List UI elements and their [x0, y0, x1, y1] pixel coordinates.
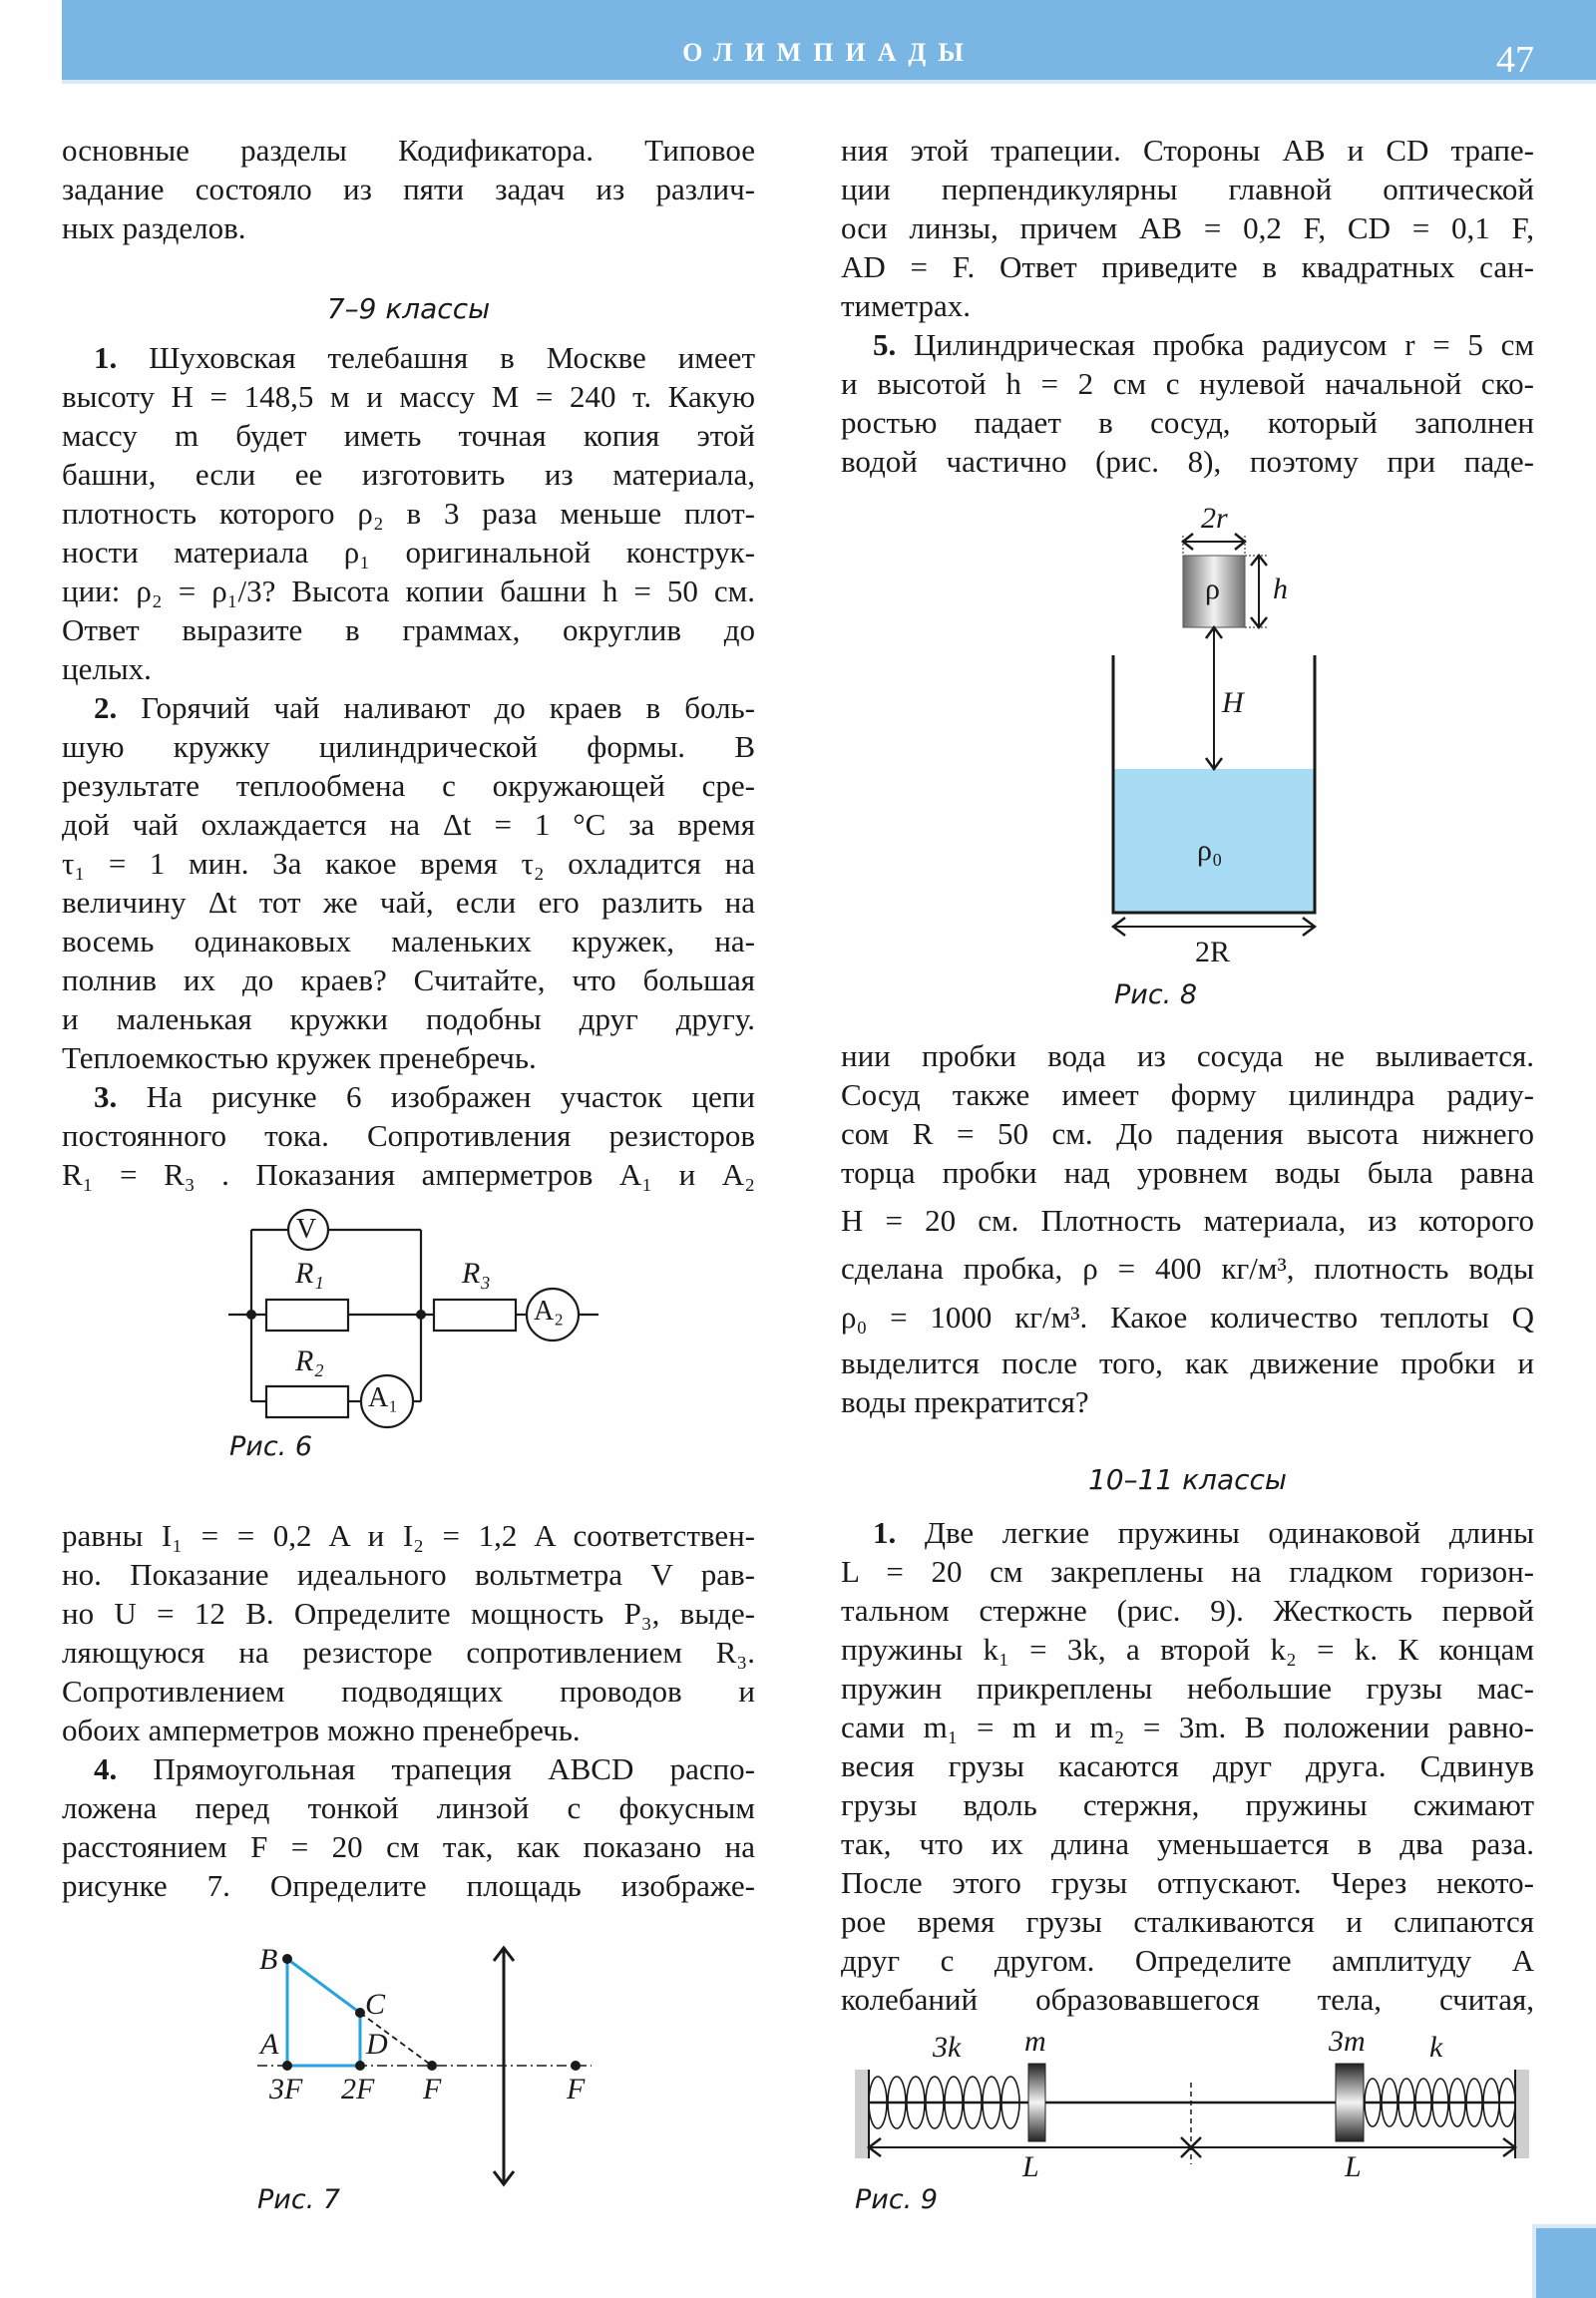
- problem-2-line: Теплоемкостью кружек пренебречь.: [62, 1040, 537, 1075]
- h-label: h: [1273, 573, 1288, 605]
- problem-number: 3.: [94, 1079, 118, 1114]
- problem-4-line: 4. Прямоугольная трапеция ABCD распо-: [94, 1751, 755, 1786]
- problem-1-line: целых.: [62, 651, 152, 686]
- section-title-10-11: 10–11 классы: [1087, 1463, 1288, 1496]
- problem-2-line: 2. Горячий чай наливают до краев в боль-: [94, 690, 755, 725]
- rho-label: ρ: [1205, 573, 1220, 605]
- problem-number: 4.: [94, 1751, 118, 1786]
- problem-2-line: величину Δt тот же чай, если его разлить на: [62, 885, 755, 920]
- spring-3k-label: 3k: [933, 2031, 962, 2064]
- ammeter-a2-label: A₂: [534, 1296, 564, 1327]
- problem-3-line: но. Показание идеального вольтметра V рав-: [62, 1557, 755, 1592]
- axis-label-2f: 2F: [341, 2073, 375, 2106]
- problem-3-line: 3. На рисунке 6 изображен участок цепи: [94, 1079, 756, 1114]
- problem-4-line: рисунке 7. Определите площадь изображе-: [62, 1868, 755, 1903]
- problem-2-line: τ₁ = 1 мин. За какое время τ₂ охладится на: [62, 846, 755, 881]
- problem-5-line: сом R = 50 см. До падения высота нижнего: [841, 1116, 1534, 1151]
- problem-2-line: дой чай охлаждается на Δt = 1 °C за время: [62, 807, 755, 842]
- problem-4-cont-line: оси линзы, причем AB = 0,2 F, CD = 0,1 F,: [841, 210, 1534, 245]
- length-l-left-label: L: [1022, 2150, 1039, 2183]
- problem-10-1-line: грузы вдоль стержня, пружины сжимают: [841, 1787, 1534, 1822]
- intro-line: ных разделов.: [62, 210, 246, 245]
- problem-1-line: ции: ρ₂ = ρ₁/3? Высота копии башни h = 50 см.: [62, 574, 755, 608]
- point-b-label: B: [259, 1943, 278, 1976]
- r2-label: R₂: [295, 1344, 324, 1377]
- problem-3-line: но U = 12 В. Определите мощность P₃, выде-: [62, 1596, 755, 1631]
- problem-5-line: воды прекратится?: [841, 1384, 1089, 1419]
- problem-1-line: Ответ выразите в граммах, округлив до: [62, 612, 755, 647]
- problem-1-line: ности материала ρ₁ оригинальной конструк-: [62, 535, 755, 570]
- problem-2-line: результате теплообмена с окружающей сре-: [62, 768, 755, 803]
- section-header-title: ОЛИМПИАДЫ: [682, 38, 976, 67]
- problem-2-line: восемь одинаковых маленьких кружек, на-: [62, 924, 755, 958]
- problem-10-1-line: После этого грузы отпускают. Через некото-: [841, 1865, 1534, 1900]
- axis-label-3f: 3F: [269, 2073, 303, 2106]
- problem-10-1-line: так, что их длина уменьшается в два раза.: [841, 1826, 1534, 1861]
- problem-number: 1.: [94, 340, 118, 375]
- problem-number: 2.: [94, 690, 118, 725]
- problem-5-line: выделится после того, как движение пробки и: [841, 1345, 1534, 1380]
- problem-5-line: ростью падает в сосуд, который заполнен: [841, 405, 1534, 440]
- problem-4-cont-line: AD = F. Ответ приведите в квадратных сан-: [841, 249, 1534, 284]
- r1-label: R₁: [295, 1257, 324, 1290]
- problem-5-line: торца пробки над уровнем воды была равна: [841, 1155, 1534, 1190]
- problem-2-line: и маленькая кружки подобны друг другу.: [62, 1001, 755, 1036]
- problem-1-line: 1. Шуховская телебашня в Москве имеет: [94, 340, 755, 375]
- problem-10-1-line: пружины k₁ = 3k, а второй k₂ = k. К концам: [841, 1632, 1534, 1667]
- voltmeter-label: V: [296, 1214, 317, 1245]
- problem-1-line: высоту H = 148,5 м и массу M = 240 т. Какую: [62, 379, 755, 414]
- problem-4-cont-line: ния этой трапеции. Стороны AB и CD трапе-: [841, 133, 1534, 168]
- problem-10-1-line: колебаний образовавшегося тела, считая,: [841, 1982, 1534, 2017]
- problem-10-1-line: 1. Две легкие пружины одинаковой длины: [873, 1515, 1535, 1550]
- r3-label: R₃: [462, 1257, 491, 1290]
- problem-10-1-line: весия грузы касаются друг друга. Сдвинув: [841, 1748, 1534, 1783]
- problem-5-line: Сосуд также имеет форму цилиндра радиу-: [841, 1077, 1534, 1112]
- page-number: 47: [1496, 39, 1534, 81]
- problem-1-line: массу m будет иметь точная копия этой: [62, 418, 755, 453]
- ammeter-a1-label: A₁: [368, 1382, 398, 1413]
- spring-k-label: k: [1429, 2031, 1443, 2064]
- problem-5-line: 5. Цилиндрическая пробка радиусом r = 5 см: [873, 327, 1534, 362]
- intro-line: основные разделы Кодификатора. Типовое: [62, 133, 755, 168]
- two-big-r-label: 2R: [1195, 936, 1231, 968]
- big-h-label: H: [1222, 686, 1244, 719]
- axis-label-f-left: F: [423, 2073, 442, 2106]
- rho0-label: ρ₀: [1197, 834, 1223, 867]
- problem-5-line: H = 20 см. Плотность материала, из которого: [841, 1203, 1534, 1238]
- figure-9-caption: Рис. 9: [855, 2184, 939, 2215]
- problem-4-cont-line: тиметрах.: [841, 288, 971, 323]
- problem-3-line: ляющуюся на резисторе сопротивлением R₃.: [62, 1635, 755, 1670]
- two-r-label: 2r: [1201, 502, 1228, 535]
- problem-3-line: Сопротивлением подводящих проводов и: [62, 1674, 755, 1709]
- problem-10-1-line: тальном стержне (рис. 9). Жесткость первой: [841, 1593, 1534, 1628]
- axis-label-f-right: F: [567, 2073, 586, 2106]
- section-title-7-9: 7–9 классы: [326, 292, 491, 325]
- problem-4-line: ложена перед тонкой линзой с фокусным: [62, 1790, 755, 1825]
- figure-6-caption: Рис. 6: [229, 1431, 313, 1462]
- problem-10-1-line: рое время грузы сталкиваются и слипаются: [841, 1904, 1534, 1939]
- intro-line: задание состояло из пяти задач из различ-: [62, 172, 755, 206]
- length-l-right-label: L: [1345, 2150, 1362, 2183]
- problem-number: 1.: [873, 1515, 897, 1550]
- problem-5-line: и высотой h = 2 см с нулевой начальной ско-: [841, 366, 1534, 401]
- point-a-label: A: [260, 2028, 279, 2061]
- problem-2-line: шую кружку цилиндрической формы. В: [62, 729, 755, 764]
- point-c-label: C: [365, 1988, 386, 2021]
- problem-2-line: полнив их до краев? Считайте, что большая: [62, 962, 755, 997]
- problem-1-line: плотность которого ρ₂ в 3 раза меньше плот-: [62, 496, 755, 531]
- problem-5-line: сделана пробка, ρ = 400 кг/м³, плотность воды: [841, 1251, 1534, 1286]
- mass-3m-label: 3m: [1329, 2025, 1366, 2058]
- problem-1-line: башни, если ее изготовить из материала,: [62, 457, 755, 492]
- problem-3-line: R₁ = R₃ . Показания амперметров A₁ и A₂: [62, 1157, 755, 1192]
- figure-8-caption: Рис. 8: [1114, 979, 1198, 1010]
- problem-number: 5.: [873, 327, 897, 362]
- point-d-label: D: [366, 2028, 388, 2061]
- problem-10-1-line: друг с другом. Определите амплитуду A: [841, 1943, 1534, 1978]
- problem-3-line: постоянного тока. Сопротивления резисторов: [62, 1118, 755, 1153]
- problem-10-1-line: пружин прикреплены небольшие грузы мас-: [841, 1671, 1534, 1706]
- corner-decoration: [1532, 2224, 1596, 2298]
- problem-5-line: водой частично (рис. 8), поэтому при паде-: [841, 444, 1534, 479]
- problem-5-line: ρ₀ = 1000 кг/м³. Какое количество теплоты Q: [841, 1300, 1534, 1335]
- problem-5-line: нии пробки вода из сосуда не выливается.: [841, 1038, 1534, 1073]
- problem-3-line: обоих амперметров можно пренебречь.: [62, 1713, 581, 1747]
- problem-3-line: равны I₁ = = 0,2 A и I₂ = 1,2 A соответствен-: [62, 1518, 755, 1553]
- problem-4-line: расстоянием F = 20 см так, как показано на: [62, 1829, 755, 1864]
- problem-4-cont-line: ции перпендикулярны главной оптической: [841, 172, 1534, 206]
- problem-10-1-line: L = 20 см закреплены на гладком горизон-: [841, 1554, 1534, 1589]
- problem-10-1-line: сами m₁ = m и m₂ = 3m. В положении равно-: [841, 1710, 1534, 1744]
- figure-7-caption: Рис. 7: [257, 2184, 341, 2215]
- mass-m-label: m: [1024, 2025, 1046, 2058]
